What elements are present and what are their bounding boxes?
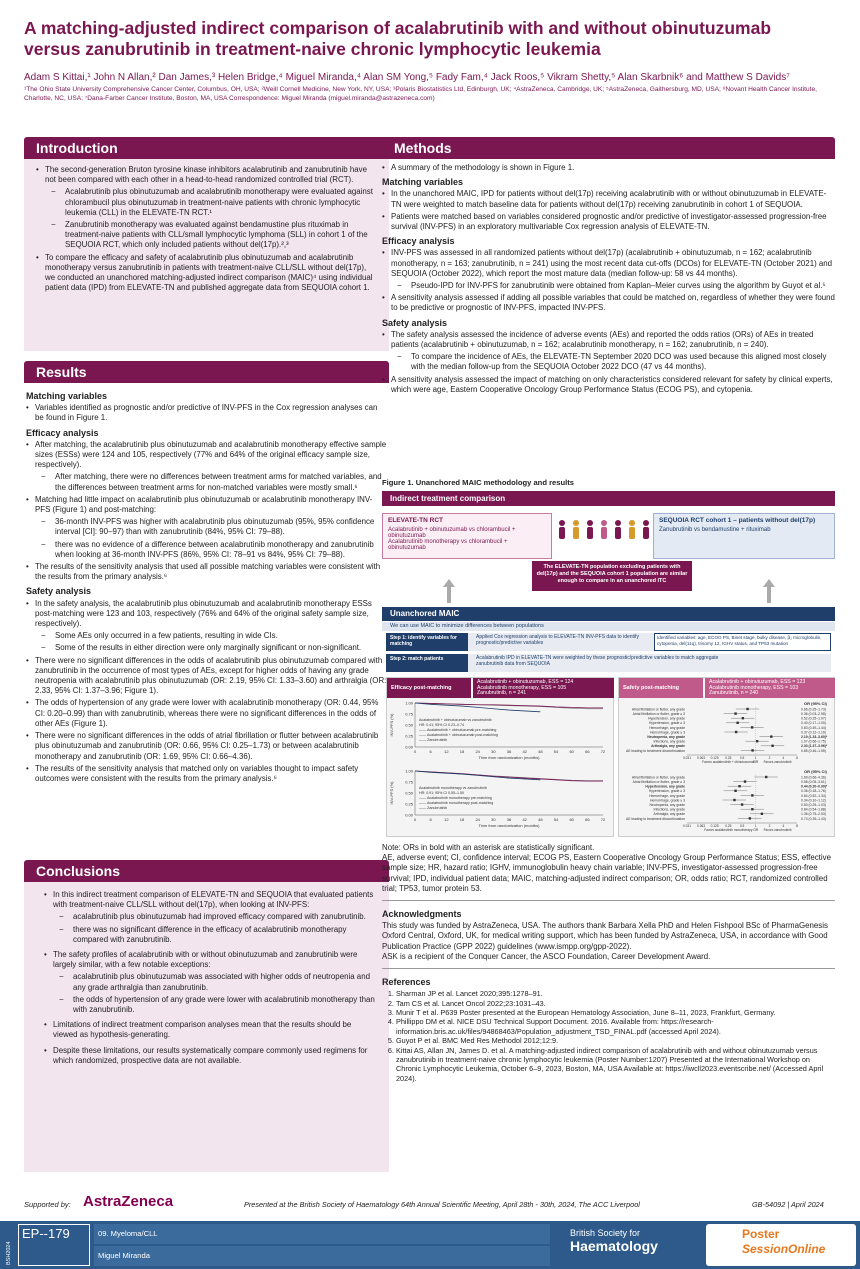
x-tick-label: 0.25 — [725, 824, 732, 828]
x-tick-label: 66 — [585, 817, 590, 822]
or-point — [761, 813, 763, 815]
x-tick-label: 0.125 — [710, 756, 719, 760]
poster-session-online-logo: Poster SessionOnline — [706, 1224, 856, 1266]
x-tick-label: 6 — [429, 749, 432, 754]
list-item: • In the safety analysis, the acalabrutinib plus obinutuzumab and acalabrutinib monotherapy ESSs post-matching were 123 and 103, respectively (76% and 64% of the original safety sample size, respectively). − Some AEs only occurred in a few patients, resulting in wide CIs. − Some of the results in either direction were only marginally significant or non-significant. — [26, 599, 387, 654]
y-tick-label: 0.00 — [405, 744, 413, 750]
reference-item: 3. Munir T et al. P639 Poster presented at the European Hematology Association, June 8–11, 2023, Frankfurt, Germany. — [396, 1008, 835, 1017]
or-point — [751, 749, 753, 751]
reference-item: 5. Guyot P et al. BMC Med Res Methodol 2012;12:9. — [396, 1036, 835, 1045]
itc-banner: Indirect treatment comparison — [382, 491, 835, 506]
reference-item: 4. Phillippo DM et al. NICE DSU Technical Support Document. 2016. Available from: https://research-information.bris.ac.uk/files/94868463/Population_adjustment_TSD_FINAL.pdf (accessed April 2024). — [396, 1017, 835, 1036]
or-point — [738, 785, 740, 787]
footer — [0, 1221, 860, 1269]
x-axis-label: Time from randomization (months) — [478, 755, 540, 760]
y-tick-label: 1.00 — [405, 700, 413, 706]
x-tick-label: 24 — [475, 749, 480, 754]
list-item: − the odds of hypertension of any grade were lower with acalabrutinib monotherapy than with zanubrutinib. — [59, 995, 377, 1015]
favors-right: Favors zanubrutinib — [763, 828, 792, 832]
list-item: • Patients were matched based on variables considered prognostic and/or predictive of investigator-assessed progression-free survival (INV-PFS) in an exploratory multivariable Cox regression analysis of ELEVATE-TN. — [382, 212, 835, 232]
safety-panel: Safety post-matching Acalabrutinib + obinutuzumab, ESS = 123 Acalabrutinib monotherapy, ESS = 103 Zanubrutinib, n = 240 OR (95% CI) Atrial fibrillation or flutter, any grade 0.66 (0.25–1.73) Atrial fibrillation or flutter, grade ≥ 3 0.36 (0.03–2.98) Hypertension, any grade 0.52 (0.25–1.07) Hypertension, grade ≥ 3 0.40 (0.17–1.00) Hemorrhage, any grade 0.83 (0.49–1.44) Hemorrhage, grade ≥ 3 0.37 (0.12–1.19) Neutropenia, any grade 2.19 (1.33–3.60)* Infections, any grade 1.07 (0.66–1.75) Arthralgia, any grade 2.33 (1.37–3.96)* AE leading to treatment discontinuation 0.85 (0.46–1.55) 0.031 0.063 0.125 0.25 0.5 1 2 4 8 OR Favors acalabrutinib + obinutuzumab Favors zanubrutinib OR (95% CI) Atrial fibrillation or flutter, any grade 1.69 (0.66–4.36) Atrial fibrillation or flutter, grade ≥ 3 0.58 (0.05–3.61) Hypertension, any grade 0.44 (0.20–0.99)* Hypertension, grade ≥ 3 0.36 (0.18–1.76) Hemorrhage, any grade 0.84 (0.52–1.34) Hemorrhage, grade ≥ 3 0.34 (0.10–1.12) Neutropenia, any grade 0.50 (0.25–1.03) Infections, any grade 0.84 (0.54–1.88) Arthralgia, any grade 1.36 (0.75–2.53) AE leading to treatment discontinuation 0.74 (0.39–1.43) 0.031 0.063 0.125 0.25 0.5 1 2 4 8 OR Favors acalabrutinib monotherapy Favors zanubrutinib — [618, 677, 835, 837]
x-tick-label: 36 — [506, 817, 512, 822]
x-tick-label: 0.031 — [683, 756, 691, 760]
unanchored-maic-banner: Unanchored MAIC — [382, 607, 835, 621]
forest-row-label: Infections, any grade — [653, 739, 685, 744]
or-point — [751, 726, 753, 728]
or-value: 0.36 (0.18–1.76) — [801, 789, 826, 794]
legend-entry: —— Acalabrutinib + obinutuzumab post-matching — [419, 733, 499, 737]
arrow-up-icon — [762, 579, 776, 603]
x-tick-label: 72 — [600, 749, 606, 754]
forest-row-label: Arthralgia, any grade — [651, 744, 685, 749]
or-point — [741, 803, 743, 805]
or-point — [736, 722, 738, 724]
or-value: 1.69 (0.66–4.36) — [801, 775, 826, 780]
list-item: − there was no evidence of a difference between acalabrutinib monotherapy and zanubrutinib when looking at 36-month INV-PFS (86%, 95% CI: 78–91 vs 84%, 95% CI: 79–88). — [41, 540, 387, 560]
list-item: − Acalabrutinib plus obinutuzumab and acalabrutinib monotherapy were evaluated against chlorambucil plus obinutuzumab in treatment-naive patients with chronic lymphocytic leukemia (CLL) in the ELEVATE-TN RCT.¹ — [51, 187, 377, 218]
or-point — [770, 735, 772, 737]
list-item: − Zanubrutinib monotherapy was evaluated against bendamustine plus rituximab in treatment-naive patients with CLL/small lymphocytic lymphoma (SLL) in cohort 1 of the SEQUOIA RCT, which only included patients without del(17p).²,³ — [51, 220, 377, 251]
km-curves — [387, 699, 613, 837]
or-point — [733, 799, 735, 801]
list-item: • There were no significant differences in the odds of atrial fibrillation or flutter between acalabrutinib plus obinutuzumab and zanubrutinib (OR: 0.66, 95% CI: 0.25–1.73) or between acalabrutinib monotherapy and zanubrutinib (OR: 1.69, 95% CI: 0.66–4.36). — [26, 731, 387, 762]
list-item: − To compare the incidence of AEs, the ELEVATE-TN September 2020 DCO was used because this aligned most closely with the median follow-up from the SEQUOIA October 2022 DCO (47 vs 44 months). — [397, 352, 835, 372]
list-item: − acalabrutinib plus obinutuzumab was associated with higher odds of neutropenia and any grade arthralgia than zanubrutinib. — [59, 972, 377, 992]
methods-header: Methods — [382, 137, 835, 159]
y-tick-label: 0.75 — [405, 711, 413, 717]
conclusions-section — [24, 860, 389, 1172]
or-value: 0.83 (0.49–1.44) — [801, 725, 826, 730]
unanchored-maic-subtitle: We can use MAIC to minimize differences between populations — [382, 622, 835, 631]
or-value: 1.07 (0.66–1.75) — [801, 739, 826, 744]
or-point — [735, 731, 737, 733]
x-tick-label: 60 — [569, 749, 574, 754]
x-tick-label: 60 — [569, 817, 574, 822]
y-axis-label: INV-PFS (%) — [389, 781, 394, 805]
subheading: Efficacy analysis — [382, 236, 455, 247]
x-tick-label: 48 — [538, 749, 543, 754]
or-point — [744, 780, 746, 782]
list-item: • INV-PFS was assessed in all randomized patients without del(17p) (acalabrutinib + obinutuzumab, n = 162; acalabrutinib monotherapy, n = 163; zanubrutinib, n = 241) using the most recent data cut-offs (DCOs) for ELEVATE-TN (October 2021) and SEQUOIA (October 2022), which report the most mature data (median follow-up: 58 vs 44 months). − Pseudo-IPD for INV-PFS for zanubrutinib were obtained from Kaplan–Meier curves using the algorithm by Guyot et al.⁵ — [382, 248, 835, 291]
x-tick-label: 0 — [413, 817, 417, 822]
step-2: Step 2: match patients Acalabrutinib IPD in ELEVATE-TN were weighted by these prognostic/predictive variables to match aggregate zanubrutinib data from SEQUOIA — [386, 654, 831, 672]
or-value: 2.19 (1.33–3.60)* — [801, 735, 828, 739]
forest-row-label: Atrial fibrillation or flutter, any grade — [631, 775, 685, 780]
legend-entry: HR: 0.41; 95% CI 0.23–0.74 — [419, 723, 464, 727]
introduction-header: Introduction — [24, 137, 389, 159]
list-item: • In this indirect treatment comparison of ELEVATE-TN and SEQUOIA that evaluated patients with treatment-naive CLL/SLL without del(17p), when looking at INV-PFS: − acalabrutinib plus obinutuzumab had improved efficacy compared with zanubrutinib. − there was no significant difference in the efficacy of acalabrutinib monotherapy compared with zanubrutinib. — [44, 890, 377, 945]
series-line — [415, 771, 540, 780]
list-item: − Some AEs only occurred in a few patients, resulting in wide CIs. — [41, 631, 387, 641]
or-point — [756, 740, 758, 742]
list-item: − After matching, there were no differences between treatment arms for matched variables, and the differences between treatment arms for non-matched variables were mostly small.⁶ — [41, 472, 387, 492]
x-tick-label: 1 — [754, 824, 757, 828]
forest-row-label: Arthralgia, any grade — [653, 812, 685, 817]
legend-entry: Acalabrutinib + obinutuzumab vs zanubrutinib — [419, 718, 492, 722]
x-tick-label: 8 — [796, 756, 798, 760]
reference-item: 1. Sharman JP et al. Lancet 2020;395:1278–91. — [396, 989, 835, 998]
y-tick-label: 1.00 — [405, 768, 413, 774]
list-item: • There were no significant differences in the odds of acalabrutinib plus obinutuzumab compared with zanubrutinib in the occurrence of most types of AEs, except for higher odds of having any grade neutropenia with acalabrutinib plus obinutuzumab (OR: 2.19, 95% CI: 1.33–3.60) and arthralgia (OR: 2.33, 95% CI: 1.37–3.96; Figure 1). — [26, 656, 387, 697]
or-value: 0.84 (0.54–1.88) — [801, 807, 826, 812]
forest-row-label: Neutropenia, any grade — [647, 735, 685, 739]
x-tick-label: 30 — [491, 749, 496, 754]
category: 09. Myeloma/CLL — [94, 1224, 550, 1244]
list-item: • A sensitivity analysis assessed the impact of matching on only characteristics considered relevant for safety by clinical experts, which were age, Eastern Cooperative Oncology Group Performance Status (ECOG PS), and cytopenia. — [382, 375, 835, 395]
x-tick-label: 36 — [506, 749, 512, 754]
forest-row-label: AE leading to treatment discontinuation — [626, 748, 685, 753]
x-tick-label: 0.031 — [683, 824, 691, 828]
x-tick-label: 0.5 — [739, 756, 745, 760]
or-point — [765, 776, 767, 778]
x-tick-label: 42 — [522, 817, 527, 822]
results-section — [24, 361, 389, 786]
list-item: − 36-month INV-PFS was higher with acalabrutinib plus obinutuzumab (95%, 95% confidence interval [CI]: 90–97) than with zanubrutinib (84%, 95% CI: 79–88). — [41, 517, 387, 537]
notes-section — [382, 843, 835, 1083]
patient-icons — [556, 517, 652, 557]
list-item: − there was no significant difference in the efficacy of acalabrutinib monotherapy compared with zanubrutinib. — [59, 925, 377, 945]
similar-note: The ELEVATE-TN population excluding patients with del(17p) and the SEQUOIA cohort 1 population are similar enough to compare in an unanchored ITC — [532, 561, 692, 591]
or-value: 0.34 (0.10–1.12) — [801, 798, 826, 803]
x-tick-label: 4 — [782, 824, 785, 828]
arrow-up-icon — [442, 579, 456, 603]
y-tick-label: 0.25 — [405, 801, 413, 807]
forest-row-label: Hypertension, grade ≥ 3 — [648, 789, 685, 794]
list-item: • The results of the sensitivity analysis that used all possible matching variables were consistent with the results from the primary analysis.⁶ — [26, 562, 387, 582]
forest-row-label: Atrial fibrillation or flutter, grade ≥ 3 — [632, 780, 685, 784]
or-value: 0.58 (0.05–3.61) — [801, 780, 826, 784]
x-tick-label: 0.063 — [697, 824, 706, 828]
x-tick-label: 0.5 — [739, 824, 745, 828]
forest-row-label: Neutropenia, any grade — [649, 803, 685, 807]
or-point — [742, 717, 744, 719]
favors-left: Favors acalabrutinib + obinutuzumab — [702, 760, 755, 764]
list-item: − Pseudo-IPD for INV-PFS for zanubrutinib were obtained from Kaplan–Meier curves using the algorithm by Guyot et al.⁵ — [397, 281, 835, 291]
legend-entry: Acalabrutinib monotherapy vs zanubrutinib — [419, 786, 487, 790]
or-value: 0.66 (0.25–1.73) — [801, 707, 826, 712]
x-axis-label: OR — [753, 760, 759, 764]
x-tick-label: 12 — [444, 749, 449, 754]
side-code: BSH2024 — [6, 1241, 12, 1265]
x-tick-label: 8 — [796, 824, 798, 828]
list-item: • The results of the sensitivity analysis that matched only on variables thought to impact safety outcomes were consistent with the results from the primary analysis.⁶ — [26, 764, 387, 784]
list-item: • To compare the efficacy and safety of acalabrutinib plus obinutuzumab and acalabrutinib monotherapy versus zanubrutinib in patients with treatment-naive CLL/SLL without del(17p), we conducted an unanchored matching-adjusted indirect comparison (MAIC)⁴ using individual patient data (IPD) from ELEVATE-TN and published aggregate data from SEQUOIA cohort 1. — [36, 253, 377, 294]
x-tick-label: 24 — [475, 817, 480, 822]
x-tick-label: 54 — [553, 817, 559, 822]
list-item: • In the unanchored MAIC, IPD for patients without del(17p) receiving acalabrutinib with or without obinutuzumab in ELEVATE-TN were weighted to match baseline data for patients without del(17p) receiving zanubrutinib in cohort 1 of SEQUOIA. — [382, 189, 835, 209]
y-tick-label: 0.25 — [405, 733, 413, 739]
forest-row-label: Hemorrhage, any grade — [649, 793, 685, 798]
poster-id: EP--179 — [18, 1224, 90, 1266]
or-point — [734, 790, 736, 792]
x-tick-label: 54 — [553, 749, 559, 754]
methods-section — [382, 137, 835, 397]
x-tick-label: 0.125 — [710, 824, 719, 828]
list-item: • Despite these limitations, our results systematically compare commonly used regimens for which randomized, prospective data are not available. — [44, 1046, 377, 1066]
list-item: • The odds of hypertension of any grade were lower with acalabrutinib monotherapy (OR: 0.44, 95% CI: 0.20–0.99) than with zanubrutinib, whereas there were no significant differences in the odds of other AEs (Figure 1). — [26, 698, 387, 729]
acknowledgments-2: ASK is a recipient of the Conquer Cancer, the ASCO Foundation, Career Development Award. — [382, 951, 711, 961]
astrazeneca-logo: AstraZeneca — [83, 1193, 174, 1210]
favors-left: Favors acalabrutinib monotherapy — [704, 828, 753, 832]
or-value: 0.74 (0.39–1.43) — [801, 816, 826, 821]
subheading: Matching variables — [26, 391, 108, 401]
acknowledgments: This study was funded by AstraZeneca, USA. The authors thank Barbara Xella PhD and Helen Fishpool BSc of PharmaGenesis Oxford Central, Oxford, UK, for medical writing support, which has been funded by AstraZeneca, USA, in accordance with Good Publication Practice (GPP 2022) guidelines (www.ismpp.org/gpp-2022). — [382, 921, 828, 951]
list-item: • The safety analysis assessed the incidence of adverse events (AEs) and reported the odds ratios (ORs) of AEs in treated patients (acalabrutinib + obinutuzumab, n = 162; acalabrutinib monotherapy, n = 162; zanubrutinib, n = 240). − To compare the incidence of AEs, the ELEVATE-TN September 2020 DCO was used because this aligned most closely with the median follow-up from the SEQUOIA October 2022 DCO (47 vs 44 months). — [382, 330, 835, 373]
forest-row-label: Hemorrhage, grade ≥ 3 — [649, 798, 685, 803]
legend-entry: —— Zanubrutinib — [419, 738, 448, 742]
list-item: • Limitations of indirect treatment comparison analyses mean that the results should be viewed as hypothesis-generating. — [44, 1020, 377, 1040]
forest-row-label: Hypertension, any grade — [645, 784, 685, 789]
x-tick-label: 0 — [413, 749, 417, 754]
x-tick-label: 72 — [600, 817, 606, 822]
series-line — [415, 771, 603, 781]
forest-row-label: Atrial fibrillation or flutter, grade ≥ 3 — [632, 712, 685, 716]
supported-by: Supported by: — [24, 1200, 71, 1209]
elevate-box: ELEVATE-TN RCT Acalabrutinib + obinutuzumab vs chlorambucil + obinutuzumab Acalabrutinib monotherapy vs chlorambucil + obinutuzumab — [382, 513, 552, 559]
or-value: 0.84 (0.52–1.34) — [801, 793, 826, 798]
x-axis-label: OR — [753, 828, 759, 832]
list-item: • A summary of the methodology is shown in Figure 1. — [382, 163, 835, 173]
subheading: Efficacy analysis — [26, 427, 99, 438]
or-value: 0.44 (0.20–0.99)* — [801, 784, 828, 789]
forest-row-label: Hypertension, any grade — [648, 716, 685, 721]
or-point — [751, 794, 753, 796]
x-tick-label: 1 — [754, 756, 757, 760]
x-tick-label: 2 — [768, 824, 771, 828]
or-header: OR (95% CI) — [804, 701, 827, 706]
bsh-logo: British Society for Haematology — [570, 1228, 658, 1254]
or-value: 0.50 (0.25–1.03) — [801, 803, 826, 807]
x-tick-label: 4 — [782, 756, 785, 760]
forest-row-label: AE leading to treatment discontinuation — [626, 816, 685, 821]
y-tick-label: 0.50 — [405, 722, 413, 728]
y-tick-label: 0.00 — [405, 812, 413, 818]
note: Note: ORs in bold with an asterisk are statistically significant. — [382, 843, 595, 852]
legend-entry: —— Acalabrutinib monotherapy post-matching — [419, 801, 494, 805]
or-value: 0.52 (0.25–1.07) — [801, 716, 826, 721]
abbreviations: AE, adverse event; CI, confidence interval; ECOG PS, Eastern Cooperative Oncology Group Performance Status; ESS, effective sample size; HR, hazard ratio; IGHV, immunoglobulin heavy chain variable; INV-PFS, investigator-assessed progression-free survival; IPD, individual patient data; MAIC, matching-adjusted indirect comparison; OR, odds ratio; RCT, randomized controlled trial; TP53, tumor protein 53. — [382, 853, 831, 893]
list-item: • Matching had little impact on acalabrutinib plus obinutuzumab or acalabrutinib monotherapy INV-PFS (Figure 1) and post-matching: − 36-month INV-PFS was higher with acalabrutinib plus obinutuzumab (95%, 95% confidence interval [CI]: 90–97) than with zanubrutinib (84%, 95% CI: 79–88). − there was no evidence of a difference between acalabrutinib monotherapy and zanubrutinib when looking at 36-month INV-PFS (86%, 95% CI: 78–91 vs 84%, 95% CI: 79–88). — [26, 495, 387, 560]
document-code: GB-54092 | April 2024 — [752, 1200, 824, 1209]
list-item: − Some of the results in either direction were only marginally significant or non-significant. — [41, 643, 387, 653]
or-value: 0.40 (0.17–1.00) — [801, 721, 826, 726]
legend-entry: HR: 0.91; 95% CI 0.55–1.50 — [419, 791, 464, 795]
x-tick-label: 48 — [538, 817, 543, 822]
x-tick-label: 0.25 — [725, 756, 732, 760]
affiliations: ¹The Ohio State University Comprehensive Cancer Center, Columbus, OH, USA; ²Weill Cornell Medicine, New York, NY, USA; ³Polaris Biostatistics Ltd, Edinburgh, UK; ⁴AstraZeneca, Cambridge, UK; ⁵AstraZeneca, Gaithersburg, MD, USA; ⁶Novant Health Cancer Institute, Charlotte, NC, USA; ⁷Dana-Farber Cancer Institute, Boston, MA, USA Correspondence: Miguel Miranda (miguel.miranda@astrazeneca.com) — [24, 86, 818, 102]
step-1: Step 1: identify variables for matching Applied Cox regression analysis to ELEVATE-TN INV-PFS data to identify prognostic/predictive variables Identified variables: age, ECOG PS, Binet stage, bulky disease, β₂ microglobulin, cytopenia, del(11q), trisomy 12, IGHV status, and TP53 mutation — [386, 633, 831, 651]
or-value: 0.85 (0.46–1.55) — [801, 748, 826, 753]
reference-item: 6. Kittai AS, Allan JN, James D. et al. A matching-adjusted indirect comparison of acalabrutinib with and without obinutuzumab versus zanubrutinib in treatment-naive chronic lymphocytic leukemia (Poster Number:1207) Presented at the International Workshop on Chronic Lymphocytic Leukemia, October 6–9, 2023, Boston, MA, USA Available at: https://iwcll2023.eventscribe.net/ (Accessed April 2024). — [396, 1046, 835, 1084]
forest-row-label: Hypertension, grade ≥ 3 — [648, 721, 685, 726]
authors: Adam S Kittai,¹ John N Allan,² Dan James,³ Helen Bridge,⁴ Miguel Miranda,⁴ Alan SM Yong,⁵ Fady Fam,⁴ Jack Roos,⁵ Vikram Shetty,⁵ Alan Skarbnik⁶ and Matthew S Davids⁷ — [24, 72, 790, 83]
x-tick-label: 6 — [429, 817, 432, 822]
list-item: • The second-generation Bruton tyrosine kinase inhibitors acalabrutinib and zanubrutinib have not been compared with each other in a head-to-head randomized controlled trial (RCT). − Acalabrutinib plus obinutuzumab and acalabrutinib monotherapy were evaluated against chlorambucil plus obinutuzumab in treatment-naive patients with chronic lymphocytic leukemia (CLL) in the ELEVATE-TN RCT.¹ − Zanubrutinib monotherapy was evaluated against bendamustine plus rituximab in treatment-naive patients with CLL/small lymphocytic lymphoma (SLL) in cohort 1 of the SEQUOIA RCT, which only included patients without del(17p).²,³ — [36, 165, 377, 251]
or-value: 1.36 (0.75–2.53) — [801, 812, 826, 817]
x-tick-label: 66 — [585, 749, 590, 754]
x-tick-label: 42 — [522, 749, 527, 754]
or-point — [749, 817, 751, 819]
y-tick-label: 0.50 — [405, 790, 413, 796]
subheading: Safety analysis — [382, 317, 448, 328]
forest-plots — [619, 699, 834, 837]
or-point — [746, 708, 748, 710]
conclusions-header: Conclusions — [24, 860, 389, 882]
or-value: 0.36 (0.03–2.98) — [801, 712, 826, 716]
x-axis-label: Time from randomization (months) — [478, 823, 540, 828]
favors-right: Favors zanubrutinib — [763, 760, 792, 764]
x-tick-label: 30 — [491, 817, 496, 822]
list-item: • A sensitivity analysis assessed if adding all possible variables that could be matched on, regardless of whether they were found to be predictive or prognostic of INV-PFS, impacted INV-PFS. — [382, 293, 835, 313]
forest-row-label: Atrial fibrillation or flutter, any grade — [631, 707, 685, 712]
or-value: 2.33 (1.37–3.96)* — [801, 744, 828, 749]
forest-row-label: Infections, any grade — [653, 807, 685, 812]
introduction-section — [24, 137, 389, 351]
x-tick-label: 18 — [459, 749, 465, 754]
presented-at: Presented at the British Society of Haematology 64th Annual Scientific Meeting, April 28th - 30th, 2024, The ACC Liverpool — [244, 1200, 640, 1209]
x-tick-label: 0.063 — [697, 756, 706, 760]
forest-row-label: Hemorrhage, any grade — [649, 725, 685, 730]
legend-entry: —— Zanubrutinib — [419, 806, 448, 810]
poster-title: A matching-adjusted indirect comparison of acalabrutinib with and without obinutuzumab versus zanubrutinib in treatment-naive chronic lymphocytic leukemia — [24, 18, 772, 59]
forest-row-label: Hemorrhage, grade ≥ 3 — [649, 730, 685, 735]
subheading: Matching variables — [382, 177, 464, 188]
presenter: Miguel Miranda — [94, 1246, 550, 1266]
or-point — [771, 745, 773, 747]
subheading: Safety analysis — [26, 586, 92, 597]
y-tick-label: 0.75 — [405, 779, 413, 785]
or-point — [734, 712, 736, 714]
list-item: • The safety profiles of acalabrutinib with or without obinutuzumab and zanubrutinib were largely similar, with a few notable exceptions: − acalabrutinib plus obinutuzumab was associated with higher odds of neutropenia and any grade arthralgia than zanubrutinib. − the odds of hypertension of any grade were lower with acalabrutinib monotherapy than with zanubrutinib. — [44, 950, 377, 1015]
x-tick-label: 2 — [768, 756, 771, 760]
or-point — [751, 808, 753, 810]
y-axis-label: INV-PFS (%) — [389, 713, 394, 737]
efficacy-panel: Efficacy post-matching Acalabrutinib + obinutuzumab, ESS = 124 Acalabrutinib monotherapy, ESS = 105 Zanubrutinib, n = 241 0.00 0.25 0.50 0.75 1.00 0 6 12 18 24 30 36 42 48 54 60 66 72 Time from randomization (months) INV-PFS (%) Acalabrutinib + obinutuzumab vs zanubrutinib HR: 0.41; 95% CI 0.23–0.74 —— Acalabrutinib + obinutuzumab pre-matching —— Acalabrutinib + obinutuzumab post-matching —— Zanubrutinib 0.00 0.25 0.50 0.75 1.00 0 6 12 18 24 30 36 42 48 54 60 66 72 Time from randomization (months) INV-PFS (%) Acalabrutinib monotherapy vs zanubrutinib HR: 0.91; 95% CI 0.55–1.50 —— Acalabrutinib monotherapy pre-matching —— Acalabrutinib monotherapy post-matching —— Zanubrutinib — [386, 677, 614, 837]
list-item: − acalabrutinib plus obinutuzumab had improved efficacy compared with zanubrutinib. — [59, 912, 377, 922]
acknowledgments-title: Acknowledgments — [382, 909, 462, 920]
x-tick-label: 18 — [459, 817, 465, 822]
x-tick-label: 12 — [444, 817, 449, 822]
list-item: • After matching, the acalabrutinib plus obinutuzumab and acalabrutinib monotherapy effective sample sizes (ESSs) were 124 and 105, respectively (77% and 64% of the original efficacy sample size, respectively). − After matching, there were no differences between treatment arms for matched variables, and the differences between treatment arms for non-matched variables were mostly small.⁶ — [26, 440, 387, 493]
legend-entry: —— Acalabrutinib + obinutuzumab pre-matching — [419, 728, 497, 732]
or-value: 0.37 (0.12–1.19) — [801, 730, 826, 735]
reference-item: 2. Tam CS et al. Lancet Oncol 2022;23:1031–43. — [396, 999, 835, 1008]
list-item: • Variables identified as prognostic and/or predictive of INV-PFS in the Cox regression analyses can be found in Figure 1. — [26, 403, 387, 423]
or-header: OR (95% CI) — [804, 769, 827, 774]
figure-title: Figure 1. Unanchored MAIC methodology and results — [382, 478, 574, 487]
legend-entry: —— Acalabrutinib monotherapy pre-matching — [419, 796, 492, 800]
references-title: References — [382, 977, 431, 988]
sequoia-box: SEQUOIA RCT cohort 1 – patients without del(17p) Zanubrutinib vs bendamustine + rituximab — [653, 513, 835, 559]
results-header: Results — [24, 361, 389, 383]
figure-1 — [382, 491, 835, 837]
series-line — [415, 703, 540, 712]
references-list — [382, 989, 835, 1083]
